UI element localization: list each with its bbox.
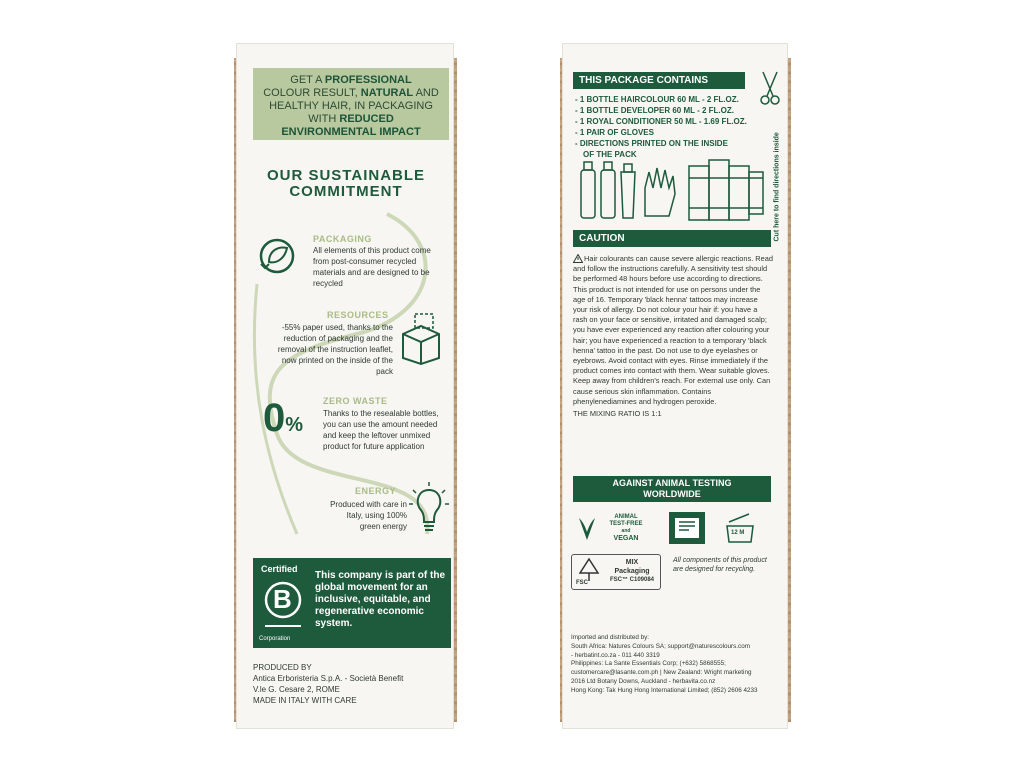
- list-item: - 1 BOTTLE HAIRCOLOUR 60 ML - 2 FL.OZ.: [575, 95, 739, 104]
- packaging-text: All elements of this product come from post-consumer recycled materials and are designed to be recycled: [313, 246, 431, 288]
- b-corp-statement: This company is part of the global movement for an inclusive, equitable, and regenerative economic system.: [315, 570, 446, 629]
- vegan-leaf-icon: [577, 516, 597, 542]
- open-jar-icon: [723, 512, 757, 546]
- vegan-badge: ANIMAL TEST-FREE and VEGAN: [577, 512, 657, 546]
- unfolded-box-icon: [689, 160, 763, 220]
- zero-waste-title: ZERO WASTE: [323, 396, 388, 406]
- contents-list: [575, 94, 747, 160]
- list-item: - 1 PAIR OF GLOVES: [575, 128, 654, 137]
- imported-by: Imported and distributed by: South Africa: Natures Colours SA; support@naturescolours.com - herbatint.co.za - 011 440 3319 Philippines: La Sante Essentials Corp; (+632) 5868555; customercare@lasante.com.ph | New Zealand: Wright marketing 2016 Ltd Botany Downs, Auckland - herbavita.co.nz Hong Kong: Tak Hung Hong International Limited; (852) 2606 4233: [571, 634, 758, 694]
- list-item: - 1 BOTTLE DEVELOPER 60 ML - 2 FL.OZ.: [575, 106, 734, 115]
- list-item: - 1 ROYAL CONDITIONER 50 ML - 1.69 FL.OZ.: [575, 117, 747, 126]
- pao-badge: 12 M: [723, 512, 757, 546]
- right-box-side: [563, 44, 787, 728]
- zero-waste-text: Thanks to the resealable bottles, you can use the amount needed and keep the leftover unmixed product for future application: [323, 409, 439, 451]
- resources-title: RESOURCES: [327, 310, 389, 320]
- produced-by: PRODUCED BY Antica Erboristeria S.p.A. - Società Benefit V.le G. Cesare 2, ROME MADE IN ITALY WITH CARE: [253, 663, 404, 705]
- components-note: All components of this product are designed for recycling.: [673, 557, 767, 573]
- package-contents-illustration: [577, 154, 767, 224]
- b-corp-letter: B: [273, 584, 292, 614]
- commitment-title: OUR SUSTAINABLE COMMITMENT: [266, 167, 426, 200]
- list-item: - DIRECTIONS PRINTED ON THE INSIDE: [575, 139, 728, 148]
- animal-testing-bar: AGAINST ANIMAL TESTING WORLDWIDE: [573, 476, 771, 502]
- packaging-title: PACKAGING: [313, 234, 372, 244]
- zero-percent-icon: 0%: [263, 396, 304, 440]
- energy-text: Produced with care in Italy, using 100% green energy: [330, 500, 407, 531]
- fsc-badge: FSC MIX Packaging FSC™ C109084: [571, 554, 661, 590]
- lightbulb-icon: [409, 480, 449, 536]
- b-corp-box: Certified B Corporation This company is part of the global movement for an inclusive, equitable, and regenerative economic system.: [253, 558, 451, 648]
- package-contains-bar: THIS PACKAGE CONTAINS: [573, 72, 745, 89]
- energy-title: ENERGY: [355, 486, 397, 496]
- resources-text: -55% paper used, thanks to the reduction of packaging and the removal of the instruction leaflet, now printed on the inside of the pack: [277, 323, 393, 376]
- list-item: OF THE PACK: [583, 150, 637, 159]
- caution-bar: CAUTION: [573, 230, 771, 247]
- recycle-info-icon: [667, 510, 707, 546]
- gloves-icon: [645, 168, 675, 216]
- mixing-ratio: THE MIXING RATIO IS 1:1: [573, 409, 662, 419]
- cut-here-label: Cut here to find directions inside: [773, 132, 781, 242]
- left-box-side: [237, 44, 453, 728]
- leaf-recycle-icon: [257, 236, 297, 276]
- bottle-icon: [581, 162, 635, 218]
- box-icon: [399, 312, 443, 366]
- hero-banner: GET A PROFESSIONAL COLOUR RESULT, NATURAL AND HEALTHY HAIR, IN PACKAGING WITH REDUCED ENVIRONMENTAL IMPACT: [253, 68, 449, 140]
- caution-text: Hair colourants can cause severe allergic reactions. Read and follow the instructions carefully. A sensitivity test should be performed 48 hours before use according to directions. This product is not intended for use on persons under the age of 16. Temporary 'black henna' tattoos may increase your risk of allergy. Do not colour your hair if: you have a rash on your face or sensitive, irritated and damaged scalp; you have ever experienced any reaction after colouring your hair; you have experienced a reaction to a temporary 'black henna' tattoo in the past. Do not use to dye eyelashes or eyebrows. Avoid contact with eyes. Rinse immediately if the product comes into contact with them. Wear suitable gloves. Keep away from children's reach. For external use only. Can cause serious skin inflammation. Contains phenylenediamines and hydrogen peroxide. THE MIXING RATIO IS 1:1: [573, 254, 773, 419]
